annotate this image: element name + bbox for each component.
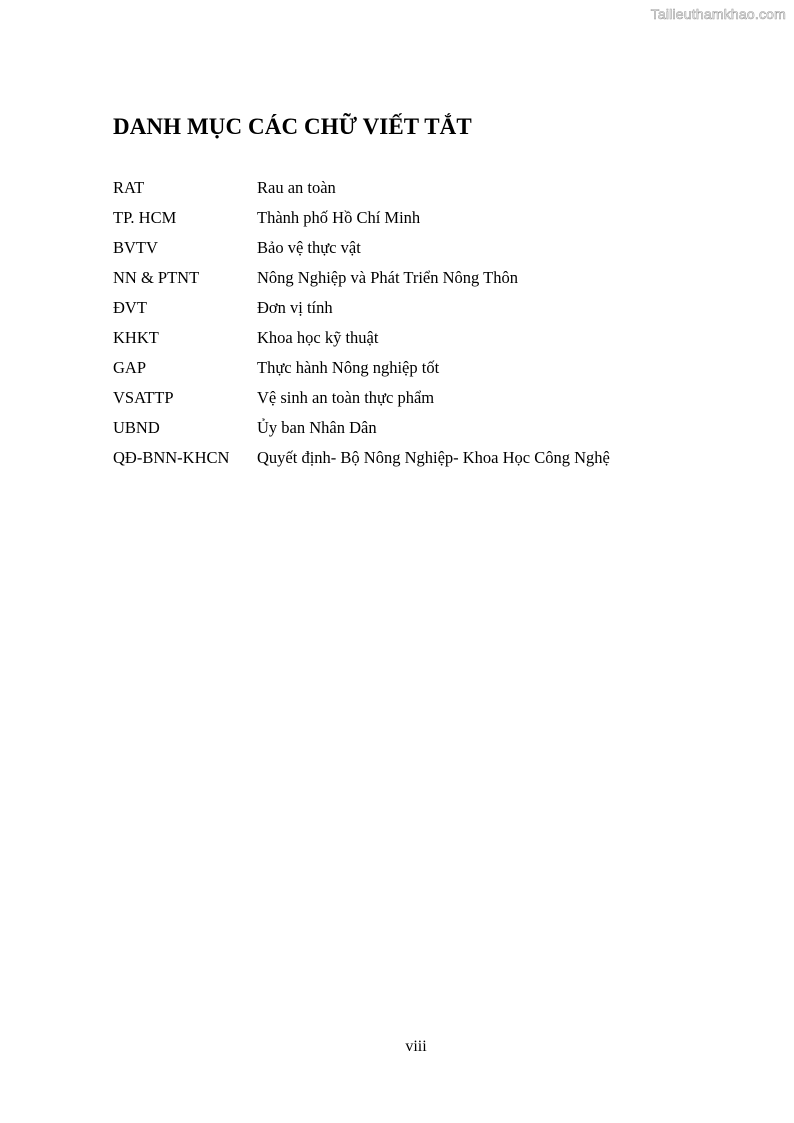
page-title: DANH MỤC CÁC CHỮ VIẾT TẮT: [113, 114, 472, 139]
abbreviation-meaning: Rau an toàn: [257, 178, 336, 197]
abbreviation-meaning: Vệ sinh an toàn thực phẩm: [257, 388, 435, 407]
abbreviation-meaning: Ủy ban Nhân Dân: [257, 418, 377, 437]
abbreviation-row: [113, 293, 713, 323]
abbreviation-meaning: Nông Nghiệp và Phát Triển Nông Thôn: [257, 268, 518, 287]
abbreviation-term: GAP: [113, 358, 147, 377]
abbreviation-row: [113, 383, 713, 413]
abbreviation-term: ĐVT: [113, 298, 147, 317]
abbreviation-row: [113, 413, 713, 443]
watermark: Tailieuthamkhao.com: [650, 6, 786, 22]
abbreviation-meaning: Quyết định- Bộ Nông Nghiệp- Khoa Học Công Nghệ: [257, 448, 610, 467]
abbreviation-row: [113, 353, 713, 383]
abbreviation-term: UBND: [113, 418, 160, 437]
abbreviation-row: [113, 233, 713, 263]
abbreviation-term: TP. HCM: [113, 208, 177, 227]
abbreviation-meaning: Thành phố Hồ Chí Minh: [257, 208, 421, 227]
abbreviation-term: QĐ-BNN-KHCN: [113, 448, 230, 467]
abbreviation-term: VSATTP: [113, 388, 174, 407]
abbreviation-meaning: Thực hành Nông nghiệp tốt: [257, 358, 440, 377]
abbreviation-meaning: Bảo vệ thực vật: [257, 238, 361, 257]
abbreviation-meaning: Đơn vị tính: [257, 298, 333, 317]
abbreviation-row: [113, 323, 713, 353]
page-number: viii: [405, 1038, 427, 1055]
abbreviation-row: [113, 263, 713, 293]
abbreviation-row: [113, 203, 713, 233]
abbreviation-term: NN & PTNT: [113, 268, 200, 287]
abbreviation-term: RAT: [113, 178, 145, 197]
abbreviation-meaning: Khoa học kỹ thuật: [257, 328, 379, 347]
abbreviation-list: [113, 173, 713, 473]
abbreviation-row: [113, 173, 713, 203]
abbreviation-term: KHKT: [113, 328, 159, 347]
abbreviation-term: BVTV: [113, 238, 158, 257]
abbreviation-row: [113, 443, 713, 473]
